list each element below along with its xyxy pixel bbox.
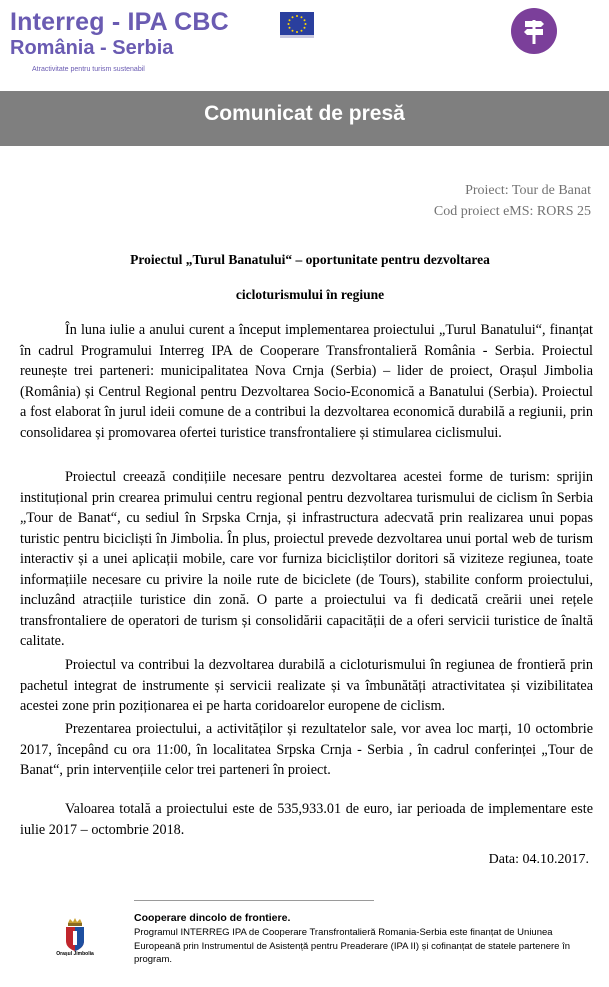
banner-title: Comunicat de presă <box>204 102 405 125</box>
logo-program-name: Interreg - IPA CBC <box>10 8 229 36</box>
signpost-icon <box>511 8 557 54</box>
footer-text: Programul INTERREG IPA de Cooperare Transfrontalieră Romania-Serbia este finanțat de Uniunea Europeană prin Instrumentul de Asistență pentru Preaderare (IPA II) și cofinanțat de statele partenere în program. <box>134 927 571 965</box>
paragraph-4: Prezentarea proiectului, a activităților și rezultatelor sale, vor avea loc marți, 10 octombrie 2017, începând cu ora 11:00, în localitatea Srpska Crnja - Serbia , în cadrul conferinței „Tour de Banat“, prin intervențiile celor trei parteneri în proiect. <box>20 721 593 778</box>
footer-divider <box>134 900 374 901</box>
footer-title: Cooperare dincolo de frontiere. <box>134 912 291 924</box>
paragraph-2: Proiectul creează condițiile necesare pentru dezvoltarea acestei forme de turism: sprijin instituțional prin crearea primului centru regional pentru dezvoltarea turismului de ciclism în Serbia „Tour de Banat“, cu sediul în Srpska Crnja, și infrastructura adecvată prin realizarea unui popas turistic pentru bicicliști în Jimbolia. În plus, proiectul prevede dezvoltarea unui portal web de turism interactiv și a unei aplicații mobile, care vor furniza bicicliștilor doritori să viziteze regiunea, toate informațiile necesare cu privire la noile rute de biciclete (de Tours), stabilite conform proiectului, incluzând atracțiile turistice din zonă. O parte a proiectului va fi dedicată creării unei rețele transfrontaliere de operatori de turism și consolidării capacității de a oferi servicii turistice de înaltă calitate. <box>20 469 593 649</box>
crest-label: Orașul Jimbolia <box>56 951 94 957</box>
paragraph-3: Proiectul va contribui la dezvoltarea durabilă a cicloturismului în regiunea de frontieră prin pachetul integrat de instrumente și servicii realizate și va îmbunătăți atractivitatea și vizibilitatea acestei zone prin poziționarea ei pe harta coridoarelor europene de ciclism. <box>20 657 593 714</box>
logo-tagline: Atractivitate pentru turism sustenabil <box>32 66 145 73</box>
project-name: Proiect: Tour de Banat <box>465 183 591 198</box>
headline-line-2: cicloturismului în regiune <box>235 287 385 302</box>
project-code: Cod proiect eMS: RORS 25 <box>433 204 591 219</box>
paragraph-5: Valoarea totală a proiectului este de 535,933.01 de euro, iar perioada de implementare este iulie 2017 – octombrie 2018. <box>20 801 593 838</box>
logo-country-pair: România - Serbia <box>10 37 174 59</box>
project-reference <box>434 180 591 222</box>
release-date: Data: 04.10.2017. <box>488 852 589 867</box>
eu-flag-caption <box>280 35 314 38</box>
paragraph-1: În luna iulie a anului curent a început implementarea proiectului „Turul Banatului“, finanțat în cadrul Programului Interreg IPA de Cooperare Transfrontalieră România - Serbia. Proiectul reunește trei parteneri: municipalitatea Nova Crnja (Serbia) – lider de proiect, Orașul Jimbolia (România) și Centrul Regional pentru Dezvoltarea Socio-Economică a Banatului (Serbia). Proiectul a fost elaborat în jurul ideii comune de a contribui la dezvoltarea economică durabilă a regiunii, prin consolidarea și promovarea ofertei turistice transfrontaliere și stimularea ciclismului. <box>20 322 593 441</box>
press-release-banner <box>0 91 609 146</box>
headline-line-1: Proiectul „Turul Banatului“ – oportunitate pentru dezvoltarea <box>130 252 490 267</box>
eu-flag-icon <box>280 12 314 35</box>
interreg-logo <box>10 8 340 78</box>
